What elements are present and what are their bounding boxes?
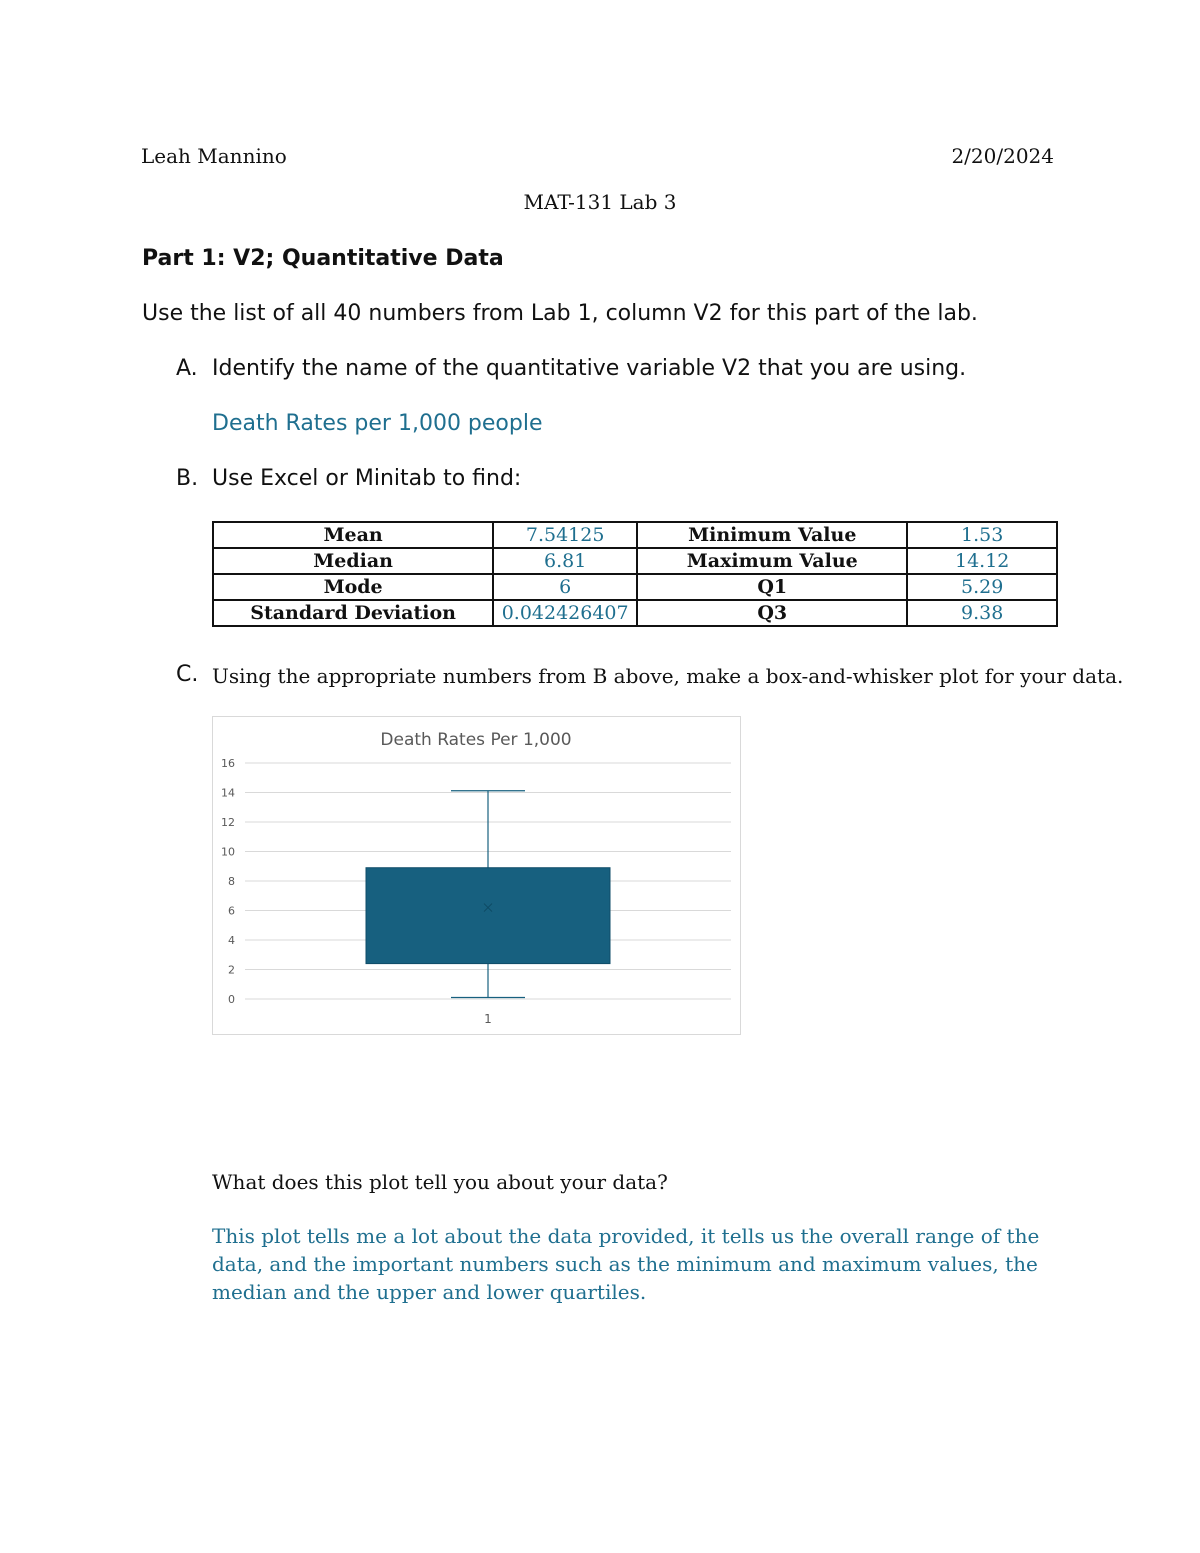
- stat-value: 9.38: [907, 600, 1057, 626]
- box-plot-chart: [212, 716, 741, 1035]
- item-c-letter: C.: [176, 662, 199, 687]
- stat-value: 0.042426407: [493, 600, 637, 626]
- part1-intro: Use the list of all 40 numbers from Lab 1, column V2 for this part of the lab.: [142, 301, 978, 326]
- y-tick-label: 6: [228, 904, 235, 918]
- author-name: Leah Mannino: [141, 144, 287, 168]
- stat-label: Minimum Value: [637, 522, 907, 548]
- part1-heading: Part 1: V2; Quantitative Data: [142, 246, 504, 271]
- y-tick-label: 8: [228, 875, 235, 888]
- stat-label: Standard Deviation: [213, 600, 493, 626]
- item-c-text: Using the appropriate numbers from B above, make a box-and-whisker plot for your data.: [212, 664, 1124, 688]
- item-a-answer: Death Rates per 1,000 people: [212, 411, 543, 436]
- table-row: [213, 522, 1057, 548]
- y-tick-label: 10: [221, 845, 235, 859]
- y-tick-label: 16: [221, 757, 235, 770]
- item-b-letter: B.: [176, 466, 199, 491]
- x-tick-label: 1: [484, 1012, 492, 1026]
- table-row: [213, 574, 1057, 600]
- stat-value: 7.54125: [493, 522, 637, 548]
- document-title: MAT-131 Lab 3: [523, 190, 677, 214]
- stat-value: 14.12: [907, 548, 1057, 574]
- y-tick-label: 12: [221, 816, 235, 829]
- plot-question: What does this plot tell you about your data?: [212, 1170, 668, 1194]
- item-a-letter: A.: [176, 356, 198, 381]
- item-b-text: Use Excel or Minitab to find:: [212, 466, 522, 491]
- y-tick-label: 0: [228, 993, 235, 1006]
- stat-label: Mode: [213, 574, 493, 600]
- stat-value: 6.81: [493, 548, 637, 574]
- stat-value: 1.53: [907, 522, 1057, 548]
- stat-label: Maximum Value: [637, 548, 907, 574]
- box-plot-svg: [213, 717, 740, 1034]
- y-tick-label: 2: [228, 963, 235, 977]
- statistics-table: [212, 521, 1058, 627]
- document-date: 2/20/2024: [951, 144, 1054, 168]
- y-tick-label: 4: [228, 934, 235, 947]
- stat-value: 6: [493, 574, 637, 600]
- plot-answer: This plot tells me a lot about the data provided, it tells us the overall range of the data, and the important numbers such as the minimum and maximum values, the median and the upper and lower quartiles.: [212, 1224, 1040, 1304]
- chart-title: Death Rates Per 1,000: [380, 730, 572, 750]
- item-a-text: Identify the name of the quantitative variable V2 that you are using.: [212, 356, 967, 381]
- box-iqr: [366, 868, 610, 964]
- stat-value: 5.29: [907, 574, 1057, 600]
- stat-label: Median: [213, 548, 493, 574]
- stat-label: Q3: [637, 600, 907, 626]
- table-row: [213, 548, 1057, 574]
- item-b: [176, 466, 522, 491]
- item-c: [176, 662, 1124, 688]
- table-row: [213, 600, 1057, 626]
- y-tick-label: 14: [221, 786, 235, 800]
- item-a: [176, 356, 967, 381]
- stat-label: Q1: [637, 574, 907, 600]
- stat-label: Mean: [213, 522, 493, 548]
